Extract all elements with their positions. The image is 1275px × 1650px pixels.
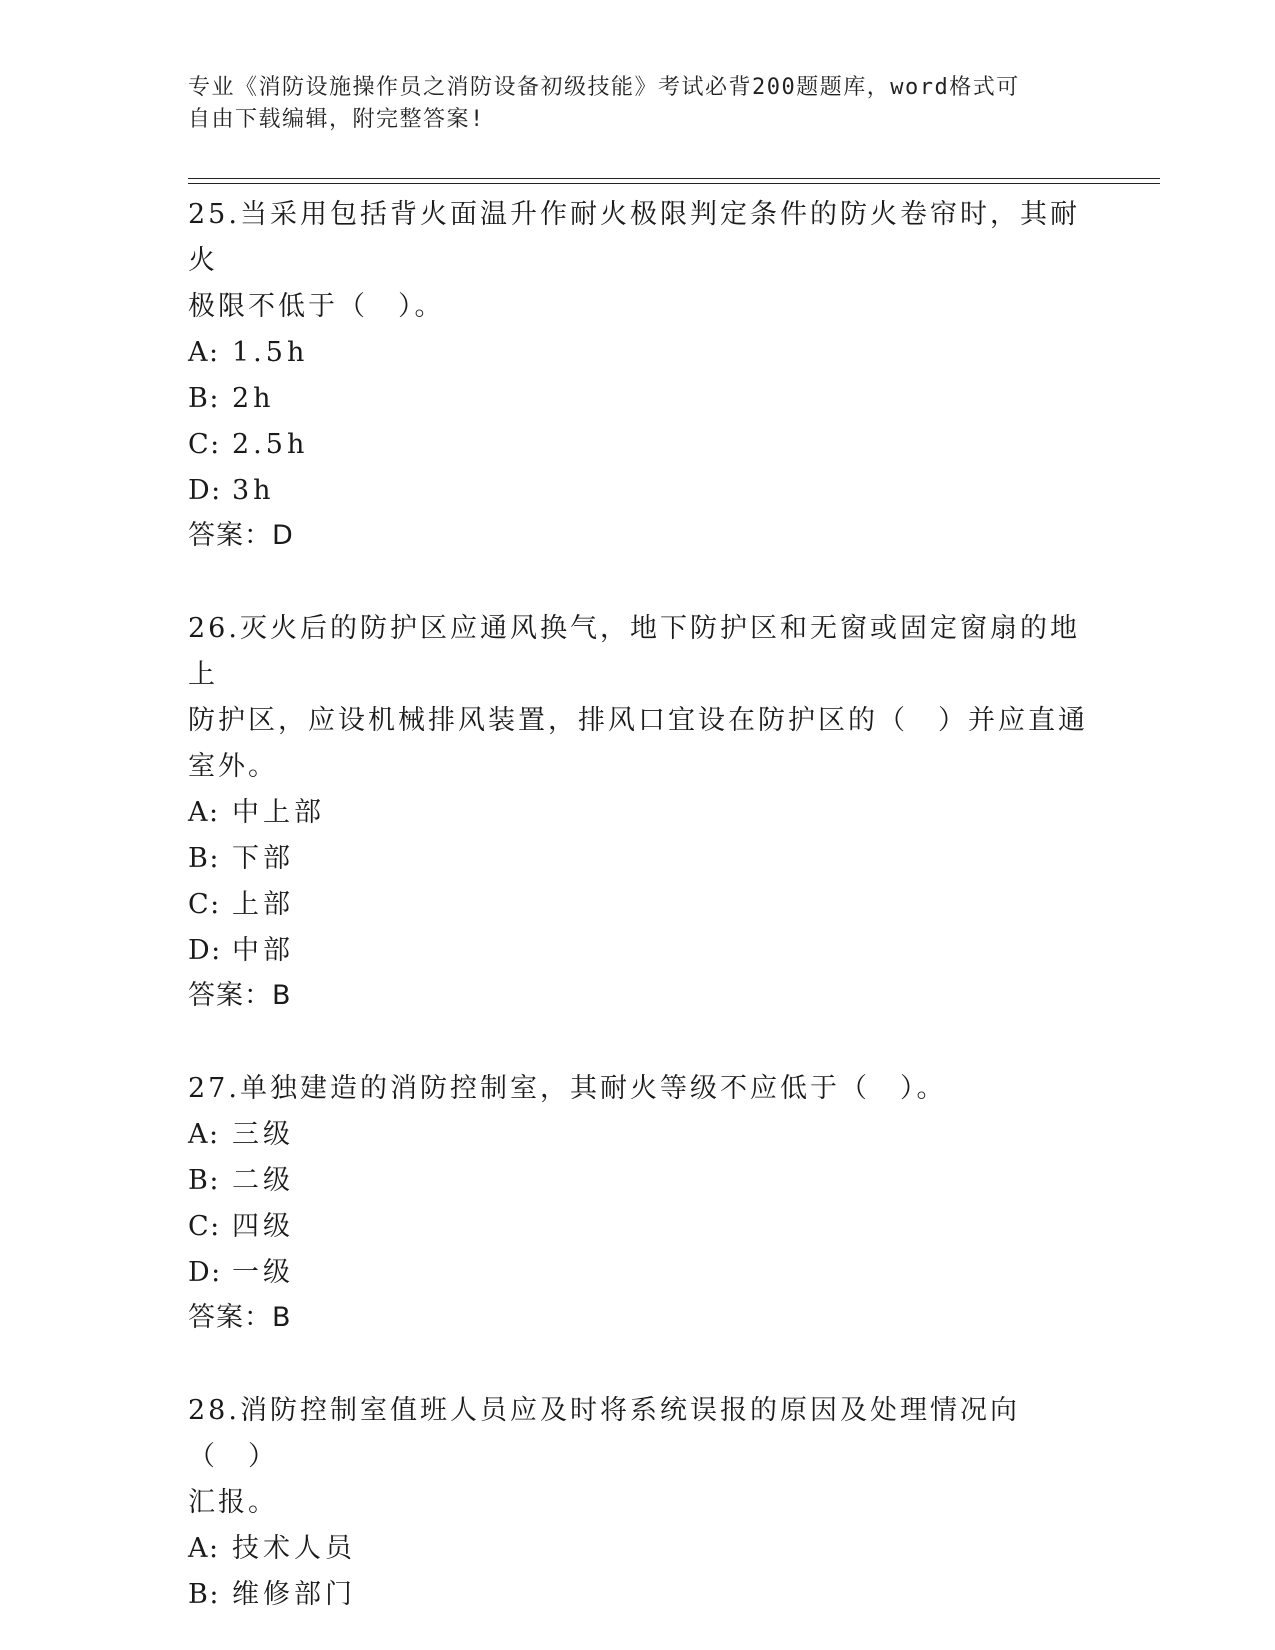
option-a — [188, 1526, 1088, 1572]
question-spacer — [188, 1018, 1088, 1064]
option-text: 上部 — [232, 889, 294, 920]
header-rule-bottom — [188, 183, 1160, 184]
option-text: 技术人员 — [232, 1533, 356, 1564]
question-number: 25. — [188, 199, 240, 230]
option-key: D: — [188, 935, 222, 966]
question-26 — [188, 604, 1088, 1018]
question-spacer — [188, 1340, 1088, 1386]
option-key: A: — [188, 337, 220, 368]
option-key: B: — [188, 843, 220, 874]
option-key: B: — [188, 1579, 220, 1610]
option-key: B: — [188, 383, 220, 414]
question-text — [188, 604, 1088, 790]
document-header — [188, 72, 1088, 136]
option-key: A: — [188, 797, 220, 828]
question-number: 27. — [188, 1073, 240, 1104]
option-key: B: — [188, 1165, 220, 1196]
question-spacer — [188, 558, 1088, 604]
option-c — [188, 1204, 1088, 1250]
option-b — [188, 376, 1088, 422]
question-line: 灭火后的防护区应通风换气，地下防护区和无窗或固定窗扇的地上 — [188, 613, 1080, 690]
answer-value: B — [272, 980, 292, 1011]
option-d — [188, 928, 1088, 974]
answer-line — [188, 514, 1088, 558]
header-line-2: 自由下载编辑，附完整答案! — [188, 107, 485, 132]
header-line-1: 专业《消防设施操作员之消防设备初级技能》考试必背200题题库，word格式可 — [188, 75, 1020, 100]
option-text: 中上部 — [232, 797, 325, 828]
header-rule-top — [188, 178, 1160, 179]
option-text: 2.5h — [232, 429, 309, 460]
question-text — [188, 1064, 1088, 1112]
option-d — [188, 468, 1088, 514]
option-text: 下部 — [232, 843, 294, 874]
option-text: 1.5h — [232, 337, 309, 368]
option-text: 四级 — [232, 1211, 294, 1242]
option-key: C: — [188, 889, 221, 920]
question-28 — [188, 1386, 1088, 1618]
option-a — [188, 1112, 1088, 1158]
option-text: 2h — [232, 383, 275, 414]
answer-label: 答案： — [188, 520, 272, 551]
question-27 — [188, 1064, 1088, 1340]
answer-label: 答案： — [188, 1302, 272, 1333]
question-list — [188, 190, 1088, 1618]
answer-value: D — [272, 520, 294, 551]
option-b — [188, 836, 1088, 882]
question-line: 单独建造的消防控制室，其耐火等级不应低于（ ）。 — [239, 1073, 947, 1104]
option-c — [188, 422, 1088, 468]
question-text — [188, 1386, 1088, 1526]
answer-line — [188, 974, 1088, 1018]
option-text: 三级 — [232, 1119, 294, 1150]
answer-line — [188, 1296, 1088, 1340]
question-line: 极限不低于（ ）。 — [188, 291, 445, 322]
question-line: 室外。 — [188, 751, 278, 782]
question-line: 防护区，应设机械排风装置，排风口宜设在防护区的（ ）并应直通 — [188, 705, 1088, 736]
question-number: 28. — [188, 1395, 240, 1426]
option-text: 3h — [232, 475, 275, 506]
option-a — [188, 790, 1088, 836]
option-text: 二级 — [232, 1165, 294, 1196]
option-c — [188, 882, 1088, 928]
option-key: C: — [188, 1211, 221, 1242]
option-key: C: — [188, 429, 221, 460]
option-text: 中部 — [232, 935, 294, 966]
answer-value: B — [272, 1302, 292, 1333]
question-text — [188, 190, 1088, 330]
question-number: 26. — [188, 613, 240, 644]
question-line: 汇报。 — [188, 1487, 278, 1518]
option-key: D: — [188, 1257, 222, 1288]
question-25 — [188, 190, 1088, 558]
option-text: 一级 — [232, 1257, 294, 1288]
option-key: A: — [188, 1119, 220, 1150]
option-b — [188, 1572, 1088, 1618]
option-a — [188, 330, 1088, 376]
option-key: A: — [188, 1533, 220, 1564]
question-line: 当采用包括背火面温升作耐火极限判定条件的防火卷帘时，其耐火 — [188, 199, 1080, 276]
answer-label: 答案： — [188, 980, 272, 1011]
option-b — [188, 1158, 1088, 1204]
question-line: 消防控制室值班人员应及时将系统误报的原因及处理情况向（ ） — [188, 1395, 1020, 1472]
option-text: 维修部门 — [232, 1579, 356, 1610]
option-d — [188, 1250, 1088, 1296]
option-key: D: — [188, 475, 222, 506]
